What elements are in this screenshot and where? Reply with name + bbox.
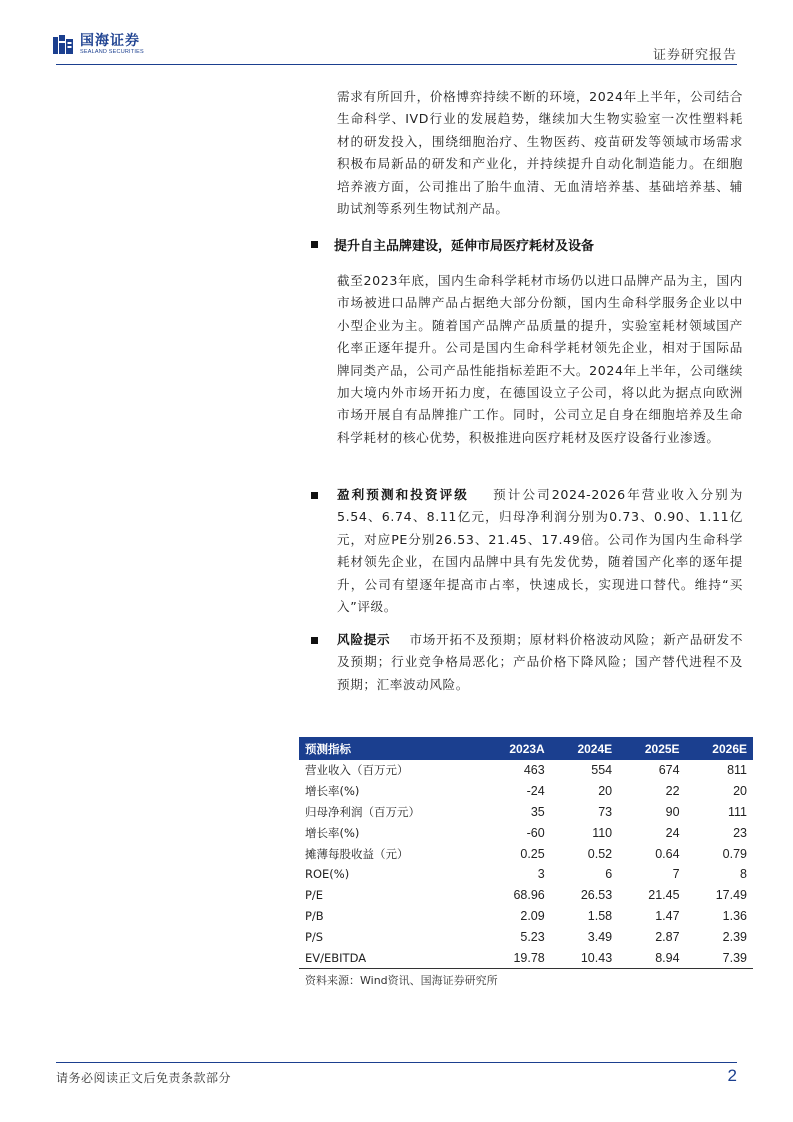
table-cell: 90 xyxy=(665,804,680,819)
table-row xyxy=(299,947,753,968)
row-label: 归母净利润（百万元） xyxy=(305,804,420,819)
table-cell: 8.94 xyxy=(618,947,685,968)
row-label: 增长率(%) xyxy=(305,784,360,799)
table-cell: 1.36 xyxy=(722,908,747,923)
table-header-cell: 2025E xyxy=(618,737,685,760)
table-cell: 3 xyxy=(537,867,545,882)
table-cell: 26.53 xyxy=(580,888,613,903)
table-row xyxy=(299,822,753,843)
table-cell: 35 xyxy=(530,804,545,819)
row-label: P/S xyxy=(305,929,324,944)
logo-cn-text: 国海证券 xyxy=(80,33,140,50)
table-header-cell: 2024E xyxy=(551,737,618,760)
table-cell: 0.64 xyxy=(655,846,680,861)
row-label: P/E xyxy=(305,888,324,903)
table-cell: 19.78 xyxy=(482,947,550,968)
table-cell: 22 xyxy=(665,784,680,799)
table-cell: 5.23 xyxy=(520,929,545,944)
table-cell: 2.39 xyxy=(722,929,747,944)
table-row xyxy=(299,885,753,906)
table-header-cell: 预测指标 xyxy=(299,737,482,760)
row-label: P/B xyxy=(305,908,324,923)
bullet-square-icon xyxy=(311,241,318,248)
table-cell: 0.52 xyxy=(587,846,613,861)
row-label: 摊薄每股收益（元） xyxy=(305,846,409,861)
bullet-square-icon xyxy=(311,492,318,499)
table-cell: 811 xyxy=(727,763,747,778)
table-cell: 10.43 xyxy=(551,947,618,968)
forecast-body: 预计公司2024-2026年营业收入分别为5.54、6.74、8.11亿元，归母净利润分别为0.73、0.90、1.11亿元，对应PE分别26.53、21.45、17.49倍。公司作为国内生命科学耗材领先企业，在国内品牌中具有先发优势，随着国产化率的逐年提升，公司有望逐年提高市占率，快速成长，实现进口替代。维持“买入”评级。 xyxy=(337,487,743,615)
table-header-cell: 2023A xyxy=(482,737,550,760)
table-cell: 20 xyxy=(598,784,613,799)
risk-heading: 风险提示 xyxy=(337,632,391,647)
table-cell: 2.87 xyxy=(655,929,680,944)
row-label: EV/EBITDA xyxy=(299,947,482,968)
table-row xyxy=(299,781,753,802)
table-row xyxy=(299,760,753,781)
paragraph-forecast xyxy=(337,484,743,618)
table-cell: 2.09 xyxy=(520,908,545,923)
bullet-square-icon xyxy=(311,637,318,644)
row-label: ROE(%) xyxy=(305,867,350,882)
sealand-logo-icon xyxy=(52,34,74,56)
page-number: 2 xyxy=(727,1066,737,1085)
table-header-row xyxy=(299,737,753,760)
table-cell: 7 xyxy=(672,867,680,882)
paragraph-1: 需求有所回升，价格博弈持续不断的环境，2024年上半年，公司结合生命科学、IVD行业的发展趋势，继续加大生物实验室一次性塑料耗材的研发投入，围绕细胞治疗、生物医药、疫苗研发等领域市场需求积极布局新品的研发和产业化，并持续提升自动化制造能力。在细胞培养液方面，公司推出了胎牛血清、无血清培养基、基础培养基、辅助试剂等系列生物试剂产品。 xyxy=(337,89,743,217)
table-cell: 110 xyxy=(592,825,613,840)
table-header-cell: 2026E xyxy=(686,737,753,760)
risk-body: 市场开拓不及预期；原材料价格波动风险；新产品研发不及预期；行业竞争格局恶化；产品价格下降风险；国产替代进程不及预期；汇率波动风险。 xyxy=(337,632,744,692)
table-cell: -24 xyxy=(526,784,545,799)
table-cell: 68.96 xyxy=(513,888,545,903)
forecast-heading: 盈利预测和投资评级 xyxy=(337,487,469,502)
logo-en-text: SEALAND SECURITIES xyxy=(80,49,144,56)
table-cell: 3.49 xyxy=(587,929,613,944)
table-cell: 17.49 xyxy=(715,888,747,903)
table-cell: 20 xyxy=(733,784,747,799)
table-cell: 111 xyxy=(727,804,747,819)
section-heading-brand xyxy=(311,235,594,254)
table-cell: 24 xyxy=(665,825,680,840)
table-row xyxy=(299,802,753,823)
table-cell: 0.79 xyxy=(722,846,747,861)
table-cell: 6 xyxy=(605,867,613,882)
paragraph-risk xyxy=(337,629,743,696)
table-cell: 1.47 xyxy=(655,908,680,923)
logo xyxy=(52,33,144,57)
table-row xyxy=(299,864,753,885)
page-header xyxy=(0,0,793,70)
section-heading-text: 提升自主品牌建设，延伸市局医疗耗材及设备 xyxy=(334,239,595,254)
table-cell: 7.39 xyxy=(686,947,753,968)
header-divider xyxy=(56,64,737,65)
table-row xyxy=(299,843,753,864)
table-row xyxy=(299,906,753,927)
table-cell: 1.58 xyxy=(587,908,613,923)
footer-divider xyxy=(56,1062,737,1063)
table-source: 资料来源：Wind资讯、国海证券研究所 xyxy=(305,974,498,987)
table-cell: 554 xyxy=(591,763,613,778)
row-label: 增长率(%) xyxy=(305,825,360,840)
forecast-table xyxy=(299,737,753,969)
table-cell: 73 xyxy=(598,804,613,819)
document-type: 证券研究报告 xyxy=(652,48,737,63)
disclaimer-note: 请务必阅读正文后免责条款部分 xyxy=(56,1071,232,1085)
paragraph-2: 截至2023年底，国内生命科学耗材市场仍以进口品牌产品为主，国内市场被进口品牌产品占据绝大部分份额，国内生命科学服务企业以中小型企业为主。随着国产品牌产品质量的提升，实验室耗材领域国产化率正逐年提升。公司是国内生命科学耗材领先企业，相对于国际品牌同类产品，公司产品性能指标差距不大。2024年上半年，公司继续加大境内外市场开拓力度，在德国设立子公司，将以此为据点向欧洲市场开展自有品牌推广工作。同时，公司立足自身在细胞培养及生命科学耗材的核心优势，积极推进向医疗耗材及医疗设备行业渗透。 xyxy=(337,273,743,445)
table-cell: -60 xyxy=(526,825,545,840)
table-cell: 674 xyxy=(658,763,680,778)
table-cell: 0.25 xyxy=(520,846,545,861)
table-cell: 8 xyxy=(740,867,747,882)
row-label: 营业收入（百万元） xyxy=(305,763,409,778)
table-cell: 21.45 xyxy=(648,888,680,903)
table-cell: 23 xyxy=(733,825,747,840)
table-row xyxy=(299,926,753,947)
table-cell: 463 xyxy=(523,763,545,778)
